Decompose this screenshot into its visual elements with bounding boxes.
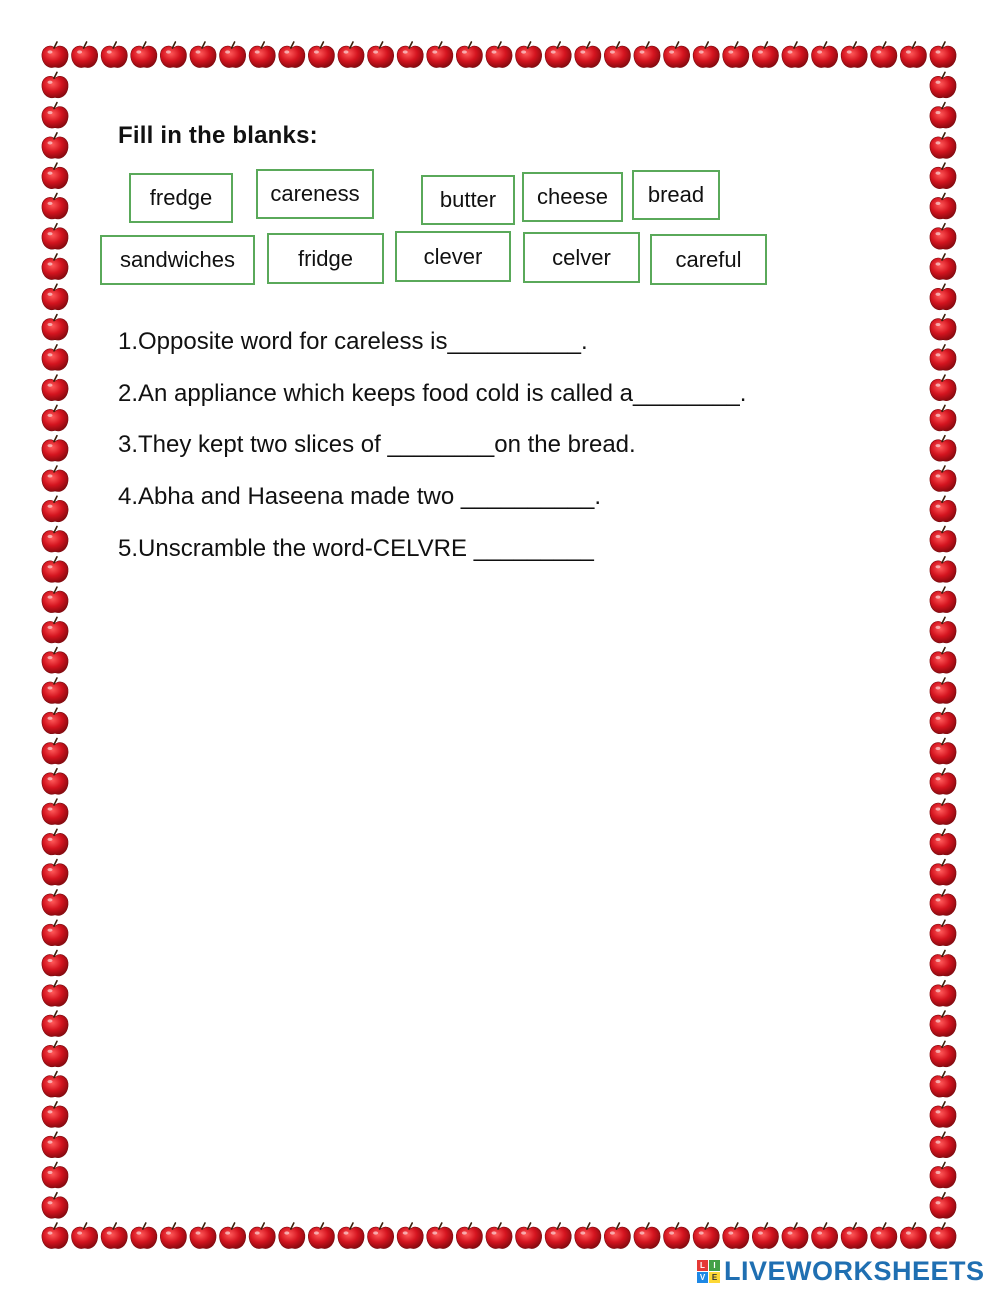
apple-icon bbox=[456, 1223, 482, 1249]
apple-icon bbox=[752, 1223, 778, 1249]
apple-icon bbox=[397, 42, 423, 68]
apple-icon bbox=[664, 1223, 690, 1249]
apple-icon bbox=[930, 436, 956, 462]
apple-icon bbox=[693, 42, 719, 68]
word-bank-item-cheese[interactable]: cheese bbox=[522, 172, 623, 222]
apple-icon bbox=[723, 42, 749, 68]
apple-icon bbox=[338, 1223, 364, 1249]
apple-icon bbox=[930, 496, 956, 522]
apple-icon bbox=[930, 920, 956, 946]
apple-icon bbox=[308, 1223, 334, 1249]
apple-icon bbox=[456, 42, 482, 68]
apple-icon bbox=[42, 224, 68, 250]
apple-icon bbox=[930, 769, 956, 795]
apple-icon bbox=[42, 42, 68, 68]
apple-icon bbox=[42, 193, 68, 219]
apple-icon bbox=[930, 617, 956, 643]
apple-icon bbox=[871, 42, 897, 68]
apple-icon bbox=[930, 648, 956, 674]
apple-icon bbox=[427, 42, 453, 68]
apple-icon bbox=[279, 42, 305, 68]
apple-icon bbox=[427, 1223, 453, 1249]
question-1: 1.Opposite word for careless is__________. bbox=[118, 328, 588, 355]
apple-icon bbox=[42, 375, 68, 401]
apple-icon bbox=[42, 466, 68, 492]
apple-icon bbox=[930, 224, 956, 250]
apple-icon bbox=[220, 42, 246, 68]
apple-icon bbox=[42, 769, 68, 795]
apple-icon bbox=[930, 193, 956, 219]
apple-icon bbox=[930, 860, 956, 886]
apple-icon bbox=[930, 345, 956, 371]
apple-icon bbox=[72, 1223, 98, 1249]
apple-icon bbox=[634, 42, 660, 68]
worksheet-title: Fill in the blanks: bbox=[118, 122, 318, 149]
word-bank-item-fridge[interactable]: fridge bbox=[267, 233, 384, 284]
apple-icon bbox=[42, 678, 68, 704]
apple-icon bbox=[930, 587, 956, 613]
liveworksheets-logo-icon: L I V E bbox=[697, 1260, 720, 1283]
word-bank-item-butter[interactable]: butter bbox=[421, 175, 515, 225]
apple-icon bbox=[930, 890, 956, 916]
word-bank-item-bread[interactable]: bread bbox=[632, 170, 720, 220]
apple-icon bbox=[664, 42, 690, 68]
apple-icon bbox=[368, 42, 394, 68]
apple-icon bbox=[42, 436, 68, 462]
apple-icon bbox=[930, 981, 956, 1007]
apple-icon bbox=[72, 42, 98, 68]
apple-icon bbox=[42, 557, 68, 583]
apple-icon bbox=[930, 950, 956, 976]
apple-icon bbox=[42, 1072, 68, 1098]
apple-icon bbox=[930, 375, 956, 401]
apple-icon bbox=[723, 1223, 749, 1249]
apple-icon bbox=[42, 1102, 68, 1128]
apple-icon bbox=[42, 981, 68, 1007]
apple-icon bbox=[42, 829, 68, 855]
apple-icon bbox=[930, 42, 956, 68]
apple-icon bbox=[930, 557, 956, 583]
apple-icon bbox=[752, 42, 778, 68]
apple-icon bbox=[930, 527, 956, 553]
apple-icon bbox=[841, 42, 867, 68]
apple-icon bbox=[693, 1223, 719, 1249]
apple-icon bbox=[782, 42, 808, 68]
apple-icon bbox=[42, 345, 68, 371]
apple-icon bbox=[930, 1102, 956, 1128]
word-bank-item-fredge[interactable]: fredge bbox=[129, 173, 233, 223]
apple-icon bbox=[42, 496, 68, 522]
apple-icon bbox=[397, 1223, 423, 1249]
apple-icon bbox=[634, 1223, 660, 1249]
question-5: 5.Unscramble the word-CELVRE _________ bbox=[118, 535, 594, 562]
apple-icon bbox=[42, 315, 68, 341]
apple-icon bbox=[930, 1011, 956, 1037]
apple-icon bbox=[812, 1223, 838, 1249]
apple-icon bbox=[42, 1162, 68, 1188]
word-bank-item-sandwiches[interactable]: sandwiches bbox=[100, 235, 255, 285]
apple-icon bbox=[308, 42, 334, 68]
apple-icon bbox=[930, 1072, 956, 1098]
question-4: 4.Abha and Haseena made two __________. bbox=[118, 483, 602, 510]
apple-icon bbox=[160, 42, 186, 68]
apple-icon bbox=[604, 42, 630, 68]
apple-icon bbox=[42, 1041, 68, 1067]
apple-icon bbox=[42, 950, 68, 976]
apple-icon bbox=[782, 1223, 808, 1249]
apple-icon bbox=[930, 284, 956, 310]
apple-icon bbox=[930, 708, 956, 734]
apple-icon bbox=[249, 1223, 275, 1249]
apple-icon bbox=[812, 42, 838, 68]
apple-icon bbox=[516, 42, 542, 68]
apple-icon bbox=[871, 1223, 897, 1249]
apple-icon bbox=[42, 163, 68, 189]
apple-icon bbox=[930, 72, 956, 98]
apple-icon bbox=[190, 42, 216, 68]
apple-icon bbox=[42, 1193, 68, 1219]
apple-icon bbox=[575, 1223, 601, 1249]
apple-icon bbox=[42, 284, 68, 310]
apple-icon bbox=[338, 42, 364, 68]
apple-icon bbox=[930, 405, 956, 431]
apple-icon bbox=[279, 1223, 305, 1249]
apple-icon bbox=[930, 738, 956, 764]
apple-icon bbox=[930, 829, 956, 855]
apple-icon bbox=[900, 1223, 926, 1249]
apple-icon bbox=[42, 527, 68, 553]
apple-icon bbox=[42, 103, 68, 129]
question-2: 2.An appliance which keeps food cold is called a________. bbox=[118, 380, 747, 407]
apple-icon bbox=[575, 42, 601, 68]
apple-icon bbox=[42, 920, 68, 946]
apple-icon bbox=[930, 133, 956, 159]
apple-icon bbox=[42, 587, 68, 613]
apple-icon bbox=[249, 42, 275, 68]
word-bank-item-careful[interactable]: careful bbox=[650, 234, 767, 285]
apple-icon bbox=[930, 163, 956, 189]
apple-icon bbox=[930, 466, 956, 492]
liveworksheets-logo[interactable] bbox=[697, 1256, 985, 1286]
apple-icon bbox=[42, 617, 68, 643]
apple-icon bbox=[42, 738, 68, 764]
apple-icon bbox=[930, 315, 956, 341]
question-3: 3.They kept two slices of ________on the bread. bbox=[118, 431, 636, 458]
apple-icon bbox=[101, 1223, 127, 1249]
apple-icon bbox=[486, 1223, 512, 1249]
apple-icon bbox=[516, 1223, 542, 1249]
apple-icon bbox=[930, 103, 956, 129]
apple-icon bbox=[930, 254, 956, 280]
apple-icon bbox=[42, 133, 68, 159]
apple-icon bbox=[131, 1223, 157, 1249]
apple-icon bbox=[930, 1223, 956, 1249]
apple-icon bbox=[42, 1223, 68, 1249]
apple-icon bbox=[841, 1223, 867, 1249]
word-bank-item-careness[interactable]: careness bbox=[256, 169, 374, 219]
apple-icon bbox=[930, 1041, 956, 1067]
apple-icon bbox=[900, 42, 926, 68]
apple-icon bbox=[42, 72, 68, 98]
apple-icon bbox=[930, 1193, 956, 1219]
apple-icon bbox=[131, 42, 157, 68]
apple-icon bbox=[42, 1011, 68, 1037]
apple-icon bbox=[42, 890, 68, 916]
liveworksheets-logo-text: LIVEWORKSHEETS bbox=[724, 1255, 985, 1286]
apple-icon bbox=[486, 42, 512, 68]
word-bank-item-celver[interactable]: celver bbox=[523, 232, 640, 283]
apple-icon bbox=[545, 1223, 571, 1249]
apple-icon bbox=[42, 708, 68, 734]
apple-icon bbox=[930, 1132, 956, 1158]
apple-icon bbox=[42, 405, 68, 431]
apple-icon bbox=[190, 1223, 216, 1249]
apple-icon bbox=[42, 799, 68, 825]
apple-icon bbox=[42, 860, 68, 886]
apple-icon bbox=[160, 1223, 186, 1249]
apple-icon bbox=[930, 1162, 956, 1188]
apple-icon bbox=[545, 42, 571, 68]
apple-icon bbox=[368, 1223, 394, 1249]
word-bank-item-clever[interactable]: clever bbox=[395, 231, 511, 282]
apple-icon bbox=[220, 1223, 246, 1249]
apple-icon bbox=[101, 42, 127, 68]
apple-icon bbox=[930, 799, 956, 825]
apple-icon bbox=[42, 254, 68, 280]
apple-icon bbox=[604, 1223, 630, 1249]
apple-icon bbox=[930, 678, 956, 704]
apple-icon bbox=[42, 648, 68, 674]
apple-icon bbox=[42, 1132, 68, 1158]
